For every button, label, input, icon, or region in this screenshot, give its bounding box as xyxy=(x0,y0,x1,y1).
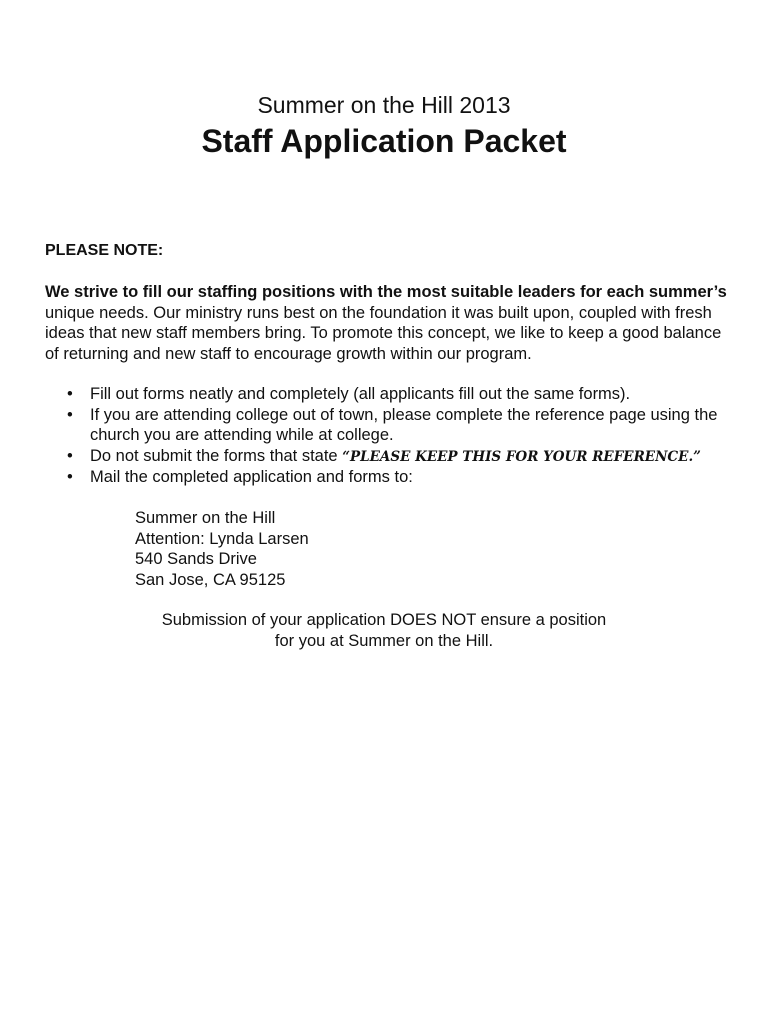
bullet-icon: • xyxy=(67,385,73,403)
list-item xyxy=(45,384,735,405)
document-subtitle: Summer on the Hill 2013 xyxy=(257,92,511,118)
list-item-text: Do not submit the forms that state xyxy=(90,446,343,465)
list-item xyxy=(45,467,735,488)
bullet-icon: • xyxy=(67,446,73,465)
address-line-name: Summer on the Hill xyxy=(135,509,276,527)
bullet-icon: • xyxy=(67,405,73,424)
list-item xyxy=(45,405,735,446)
mailing-address xyxy=(135,508,309,590)
address-line-attention: Attention: Lynda Larsen xyxy=(135,529,309,548)
disclaimer-line: for you at Summer on the Hill. xyxy=(274,631,494,650)
intro-lead-text: We strive to fill our staffing positions with the most suitable leaders for each summer’s xyxy=(45,283,727,301)
address-line-city: San Jose, CA 95125 xyxy=(135,570,286,589)
list-item-text: Fill out forms neatly and completely (all applicants fill out the same forms). xyxy=(90,385,631,403)
document-title: Staff Application Packet xyxy=(201,123,567,159)
list-item-text: If you are attending college out of town, please complete the reference page using the church you are attending while at college. xyxy=(90,405,718,444)
address-line-street: 540 Sands Drive xyxy=(135,550,257,568)
disclaimer xyxy=(0,610,768,651)
reference-notice: “PLEASE KEEP THIS FOR YOUR REFERENCE.” xyxy=(342,448,701,465)
disclaimer-line: Submission of your application DOES NOT ensure a position xyxy=(161,611,607,629)
list-item-text: Mail the completed application and forms to: xyxy=(90,468,413,486)
list-item xyxy=(45,446,735,468)
intro-body-text: unique needs. Our ministry runs best on the foundation it was built upon, coupled with fresh ideas that new staff members bring. To promote this concept, we like to keep a good balance of returning and new staff to encourage growth within our program. xyxy=(45,303,722,363)
instructions-list xyxy=(45,384,735,488)
intro-paragraph xyxy=(45,282,735,364)
bullet-icon: • xyxy=(67,468,73,486)
note-heading: PLEASE NOTE: xyxy=(45,242,164,259)
